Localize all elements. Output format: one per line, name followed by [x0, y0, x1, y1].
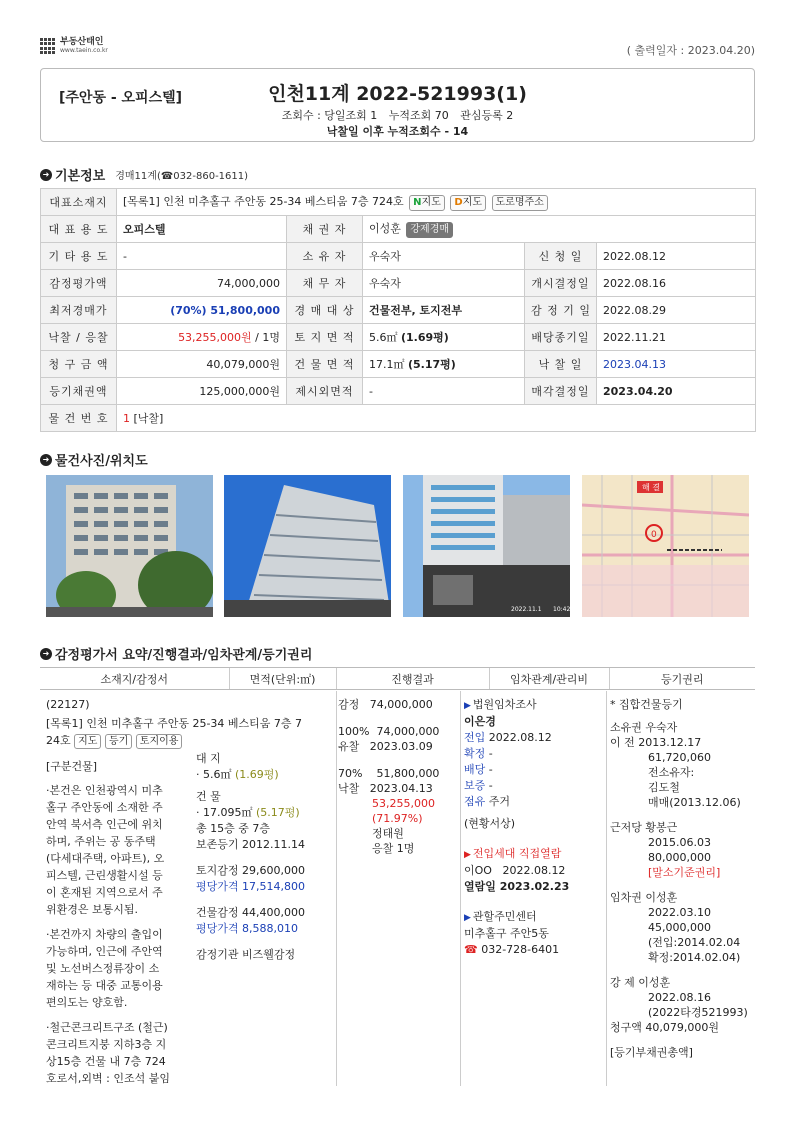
summary-header	[40, 667, 755, 690]
item-number: 1	[123, 412, 130, 425]
auction-type-badge: 강제경매	[406, 222, 453, 238]
arrow-bullet-icon: ➜	[40, 454, 52, 466]
case-title: 인천11계 2022-521993(1)	[268, 83, 527, 105]
appraisal-note-1: ·본건은 인천광역시 미추 홀구 주안동에 소재한 주 안역 북서측 인근에 위치 하며, 주위는 공 동주택 (다세대주택, 아파트), 오 피스텔, 근린생활시설 등 이 혼재된 지역으로서 주 위환경은 보통시됨.	[46, 784, 165, 916]
owner-value: 우숙자	[363, 243, 525, 270]
print-date: ( 출력일자 : 2023.04.20)	[626, 44, 755, 57]
appraisal-date: 2022.08.29	[597, 297, 756, 324]
base-right-badge: [말소기준권리]	[648, 866, 721, 879]
photo-timestamp: 2022.11.1	[511, 606, 542, 613]
start-date: 2022.08.16	[597, 270, 756, 297]
property-type: [주안동 - 오피스텔]	[59, 90, 183, 106]
summary-body	[40, 691, 755, 1086]
registry-column: * 집합건물등기 소유권 우숙자 이 전 2013.12.17 61,720,060 전소유자: 김도철 매매(2013.12.06) 근저당 황봉근 2015.06.03 80,000,000 [말소기준권리] 임차권 이성훈 2022.03.10 45,000,000 (전입:2014.02.04 확정:2014.02.04) 강 제 이성훈 2022.08.16 (2022타경521993) 청구액 40,079,000원 [등기부채권총액]	[610, 697, 755, 1092]
svg-text:10:42: 10:42	[553, 606, 570, 613]
min-price: (70%) 51,800,000	[117, 297, 287, 324]
road-address-button[interactable]: 도로명주소	[492, 195, 548, 211]
winning-price: 53,255,000원	[178, 331, 252, 344]
item-status: [낙찰]	[133, 412, 164, 425]
triangle-icon: ▶	[464, 913, 471, 923]
header-location: 소재지/감정서	[40, 668, 229, 690]
area-column: 대 지 · 5.6㎡ (1.69평) 건 물 · 17.095㎡ (5.17평) 총 15층 중 7층 보존등기 2012.11.14 토지감정 29,600,000 평당가격 17,514,800 건물감정 44,400,000 평당가격 8,588,010 감정기관 비즈웰감정	[196, 752, 305, 961]
triangle-icon: ▶	[464, 850, 471, 860]
land-area: 5.6㎡	[369, 331, 398, 344]
registry-button[interactable]: 등기	[105, 734, 132, 749]
header-registry: 등기권리	[609, 668, 755, 690]
phone-icon: ☎	[464, 943, 478, 956]
court-contact: 경매11계(☎032-860-1611)	[115, 171, 249, 182]
building-kind: [구분건물]	[46, 760, 98, 773]
views-after: 낙찰일 이후 누적조회수 - 14	[326, 125, 469, 138]
appraisal-value: 74,000,000	[117, 270, 287, 297]
daum-map-button[interactable]: D지도	[450, 195, 486, 211]
winner-name: 정태원	[372, 827, 404, 840]
use-value: 오피스텔	[117, 216, 287, 243]
building-photo-3[interactable]	[403, 475, 570, 617]
auction-target: 건물전부, 토지전부	[363, 297, 525, 324]
basic-info-table: 대표소재지 [목록1] 인천 미추홀구 주안동 25-34 베스티움 7층 724호 N지도 D지도 도로명주소 대 표 용 도 오피스텔 채 권 자 이성훈 강제경매 기 타 용 도 - 소 유 자 우숙자 신 청 일 2022.08.12 감정평가액 74,000,000 채 무 자 우숙자 개시결정일 2022.08.16 최저경매가 (70%) 51,800,000 경 매 대 상 건물전부, 토지전부 감 정 기 일 2022.08.29 낙찰 / 응찰 53,255,000원 / 1명 토 지 면 적 5.6㎡ (1.69평) 배당종기일 2022.11.21 청 구 금 액 40,079,000원 건 물 면 적 17.1㎡ (5.17평) 낙 찰 일 2023.04.13 등기채권액 125,000,000원 제시외면적 - 매각결정일 2023.04.20 물 건 번 호 1 [낙찰]	[40, 188, 756, 432]
logo-url: www.taein.co.kr	[60, 47, 108, 54]
views-total: 누적조회 70	[388, 109, 449, 122]
section-summary-title: ➜ 감정평가서 요약/진행결과/임차관계/등기권리	[40, 644, 312, 663]
land-use-button[interactable]: 토지이용	[136, 734, 183, 749]
views-today: 조회수 : 당일조회 1	[281, 109, 378, 122]
building-photo-2[interactable]	[224, 475, 391, 617]
winning-percent: (71.97%)	[372, 812, 423, 825]
map-pin-icon: 0	[651, 530, 657, 540]
appraisal-note-2: ·본건까지 차량의 출입이 가능하며, 인근에 주안역 및 노선버스정류장이 소 재하는 등 대중 교통이용 편의도는 양호함.	[46, 928, 163, 1009]
decision-date: 2023.04.20	[597, 378, 756, 405]
header-area: 면적(단위:㎡)	[229, 668, 336, 690]
top-bar	[40, 36, 755, 60]
case-header	[40, 68, 755, 142]
map-label: 해 결	[642, 483, 660, 492]
triangle-icon: ▶	[464, 701, 471, 711]
map-button[interactable]: 지도	[74, 734, 101, 749]
debtor-value: 우숙자	[363, 270, 525, 297]
building-photo-1[interactable]	[46, 475, 213, 617]
arrow-bullet-icon: ➜	[40, 169, 52, 181]
bidder-count: / 1명	[251, 331, 280, 344]
address-cell: [목록1] 인천 미추홀구 주안동 25-34 베스티움 7층 724호 N지도 D지도 도로명주소	[117, 189, 756, 216]
winning-amount: 53,255,000	[372, 797, 435, 810]
section-photos-title: ➜ 물건사진/위치도	[40, 450, 148, 469]
claim-amount: 40,079,000원	[117, 351, 287, 378]
section-basic-title: ➜ 기본정보 경매11계(☎032-860-1611)	[40, 165, 248, 184]
progress-column: 감정 74,000,000 100% 74,000,000 유찰 2023.03.09 70% 51,800,000 낙찰 2023.04.13 53,255,000 (71.97%) 정태원 응찰 1명	[338, 697, 458, 1092]
logo-grid-icon	[40, 38, 56, 54]
views-interest: 관심등록 2	[460, 109, 514, 122]
header-tenancy: 임차관계/관리비	[489, 668, 609, 690]
header-progress: 진행결과	[336, 668, 489, 690]
apply-date: 2022.08.12	[597, 243, 756, 270]
dist-date: 2022.11.21	[597, 324, 756, 351]
arrow-bullet-icon: ➜	[40, 648, 52, 660]
resident-view-link[interactable]: 전입세대 직접열람	[472, 847, 562, 860]
center-phone: 032-728-6401	[481, 943, 560, 956]
location-column: (22127) [목록1] 인천 미추홀구 주안동 25-34 베스티움 7층 7 24호 지도 등기 토지이용 [구분건물] ·본건은 인천광역시 미추 홀구 주안동에 소재한 주 안역 북서측 인근에 위치 하며, 주위는 공 동주택 (다세대주택, 아파트), 오 피스텔, 근린생활시설 등 이 혼재된 지역으로서 주 위환경은 보통시됨. ·본건까지 차량의 출입이 가능하며, 인근에 주안역 및 노선버스정류장이 소 재하는 등 대중 교통이용 편의도는 양호함. ·철근콘크리트구조 (철근) 콘크리트지붕 지하3층 지 상15층 건물 내 7층 724 호로서,외벽 : 인조석 붙임	[46, 698, 303, 1085]
creditor-value: 이성훈	[369, 222, 401, 235]
sale-date: 2023.04.13	[597, 351, 756, 378]
tenancy-column: ▶ 법원임차조사 이은경 전입 2022.08.12 확정 - 배당 - 보증 - 점유 주거 (현황서상) ▶ 전입세대 직접열람 이OO 2022.08.12 열람일 2023.02.23 ▶ 관할주민센터 미추홀구 주안5동 ☎ 032-728-6401	[464, 697, 604, 1092]
appraisal-note-3: ·철근콘크리트구조 (철근) 콘크리트지붕 지하3층 지 상15층 건물 내 7층 724 호로서,외벽 : 인조석 붙임	[46, 1021, 170, 1085]
registered-amount: 125,000,000원	[117, 378, 287, 405]
logo	[40, 38, 108, 54]
tenant-name: 이은경	[464, 715, 496, 728]
view-counts	[41, 107, 754, 123]
building-area: 17.1㎡	[369, 358, 405, 371]
location-map[interactable]	[582, 475, 749, 617]
logo-name: 부동산태인	[60, 37, 104, 47]
naver-map-button[interactable]: N지도	[409, 195, 445, 211]
photo-strip	[46, 475, 751, 617]
